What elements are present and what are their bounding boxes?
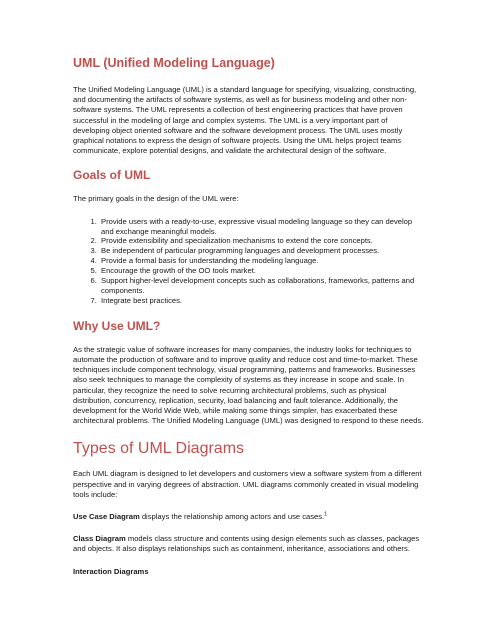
goals-list-item: 4. Provide a formal basis for understanding the modeling language. bbox=[99, 256, 425, 266]
use-case-text: displays the relationship among actors and use cases. bbox=[139, 512, 325, 522]
document-page bbox=[73, 56, 425, 577]
class-diagram-term: Class Diagram bbox=[73, 534, 126, 544]
why-paragraph: As the strategic value of software increases for many companies, the industry looks for techniques to automate the production of software and to improve quality and reduce cost and time-to-market. These techniques include component technology, visual programming, patterns and frameworks. Businesses also seek techniques to manage the complexity of systems as they increase in scope and scale. In particular, they recognize the need to solve recurring architectural problems, such as physical distribution, concurrency, replication, security, load balancing and fault tolerance. Additionally, the development for the World Wide Web, while making some things simpler, has exacerbated these architectural problems. The Unified Modeling Language (UML) was designed to respond to these needs. bbox=[73, 344, 424, 426]
goals-heading: Goals of UML bbox=[73, 168, 151, 183]
use-case-paragraph bbox=[73, 512, 425, 522]
goals-list-item: 6. Support higher-level development concepts such as collaborations, frameworks, patterns and components. bbox=[99, 276, 425, 296]
class-diagram-paragraph bbox=[73, 534, 425, 554]
interaction-diagrams-term: Interaction Diagrams bbox=[73, 566, 149, 576]
page-title: UML (Unified Modeling Language) bbox=[73, 56, 275, 70]
goals-list-item: 2. Provide extensibility and specialization mechanisms to extend the core concepts. bbox=[99, 236, 425, 246]
goals-list bbox=[73, 217, 425, 306]
uml-intro-paragraph: The Unified Modeling Language (UML) is a standard language for specifying, visualizing, constructing, and documenting the artifacts of software systems, as well as for business modeling and other non-software systems. The UML represents a collection of best engineering practices that have proven successful in the modeling of large and complex systems. The UML is a very important part of developing object oriented software and the software development process. The UML uses mostly graphical notations to express the design of software projects. Using the UML helps project teams communicate, explore potential designs, and validate the architectural design of the software. bbox=[73, 85, 417, 156]
goals-intro: The primary goals in the design of the UML were: bbox=[73, 194, 239, 204]
goals-list-item: 3. Be independent of particular programming languages and development processes. bbox=[99, 246, 425, 256]
goals-list-item: 1. Provide users with a ready-to-use, expressive visual modeling language so they can develop and exchange meaningful models. bbox=[99, 217, 425, 237]
class-diagram-text: models class structure and contents using design elements such as classes, packages and objects. It also displays relationships such as containment, inheritance, associations and others. bbox=[73, 534, 420, 554]
types-intro: Each UML diagram is designed to let developers and customers view a software system from a different perspective and in varying degrees of abstraction. UML diagrams commonly created in visual modeling tools include: bbox=[73, 469, 422, 499]
footnote-marker[interactable]: 1 bbox=[324, 511, 327, 518]
interaction-diagrams-paragraph bbox=[73, 567, 425, 577]
goals-list-item: 5. Encourage the growth of the OO tools market. bbox=[99, 266, 425, 276]
why-heading: Why Use UML? bbox=[73, 318, 161, 333]
use-case-term: Use Case Diagram bbox=[73, 512, 140, 522]
types-heading: Types of UML Diagrams bbox=[73, 440, 245, 458]
goals-list-item: 7. Integrate best practices. bbox=[99, 296, 425, 306]
